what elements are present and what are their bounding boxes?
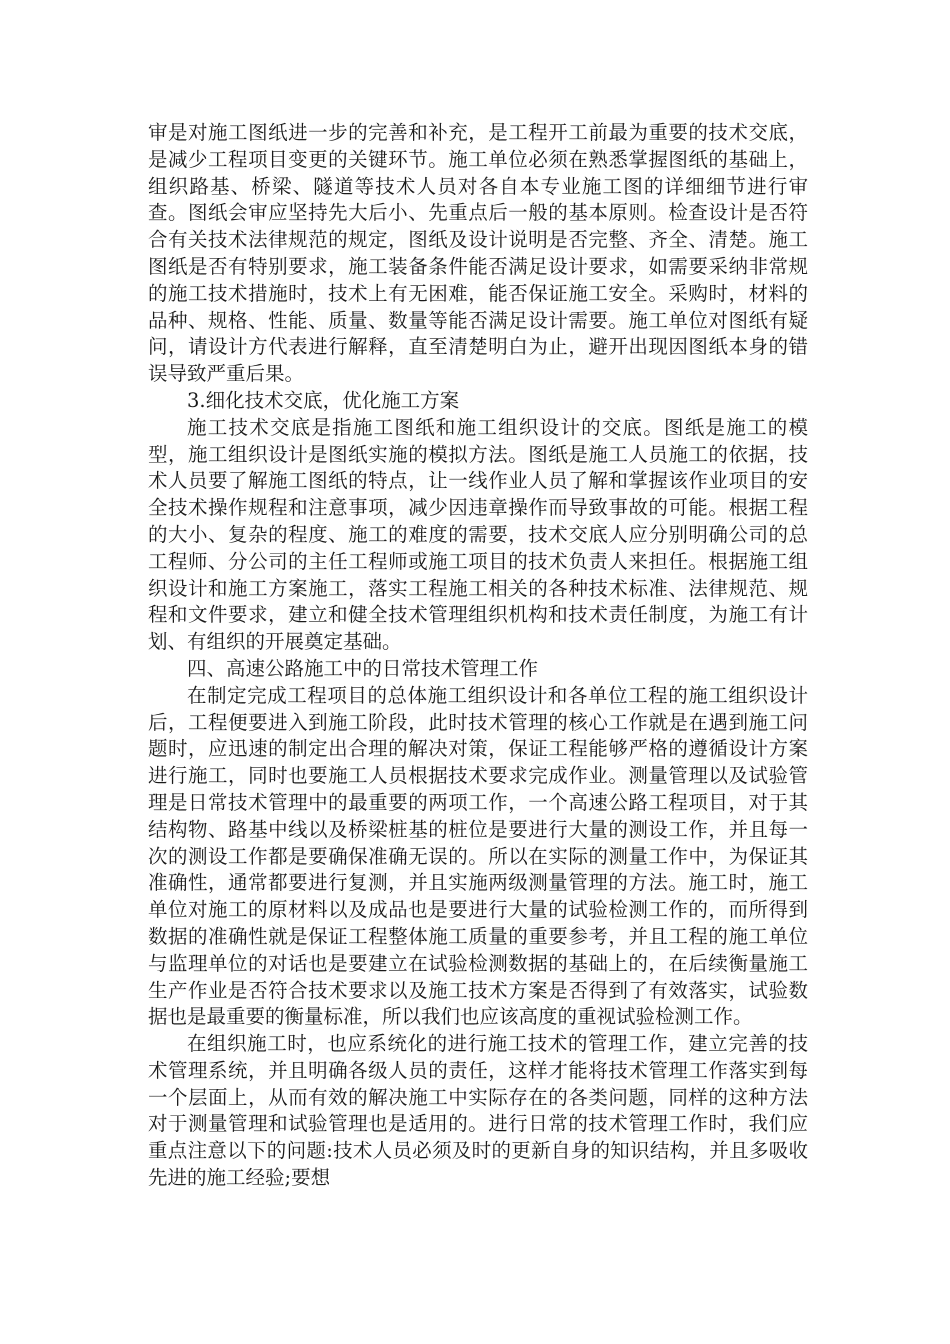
paragraph-systematic-management: 在组织施工时，也应系统化的进行施工技术的管理工作，建立完善的技术管理系统，并且明确各级人员的责任，这样才能将技术管理工作落实到每一个层面上，从而有效的解决施工中实际存在的各类问题，同样的这种方法对于测量管理和试验管理也是适用的。进行日常的技术管理工作时，我们应重点注意以下的问题:技术人员必须及时的更新自身的知识结构，并且多吸收先进的施工经验;要想 — [148, 1032, 808, 1190]
paragraph-technical-disclosure: 施工技术交底是指施工图纸和施工组织设计的交底。图纸是施工的模型，施工组织设计是图纸实施的模拟方法。图纸是施工人员施工的依据，技术人员要了解施工图纸的特点，让一线作业人员了解和掌握该作业项目的安全技术操作规程和注意事项，减少因违章操作而导致事故的可能。根据工程的大小、复杂的程度、施工的难度的需要，技术交底人应分别明确公司的总工程师、分公司的主任工程师或施工项目的技术负责人来担任。根据施工组织设计和施工方案施工，落实工程施工相关的各种技术标准、法律规范、规程和文件要求，建立和健全技术管理组织机构和技术责任制度，为施工有计划、有组织的开展奠定基础。 — [148, 415, 808, 654]
heading-technical-disclosure: 3.细化技术交底，优化施工方案 — [187, 388, 460, 412]
heading-daily-technical-management: 四、高速公路施工中的日常技术管理工作 — [187, 656, 539, 680]
document-page — [148, 120, 808, 1192]
paragraph-drawing-review-continued: 审是对施工图纸进一步的完善和补充，是工程开工前最为重要的技术交底，是减少工程项目变更的关键环节。施工单位必须在熟悉掌握图纸的基础上，组织路基、桥梁、隧道等技术人员对各自本专业施工图的详细细节进行审查。图纸会审应坚持先大后小、先重点后一般的基本原则。检查设计是否符合有关技术法律规范的规定，图纸及设计说明是否完整、齐全、清楚。施工图纸是否有特别要求，施工装备条件能否满足设计要求，如需要采纳非常规的施工技术措施时，技术上有无困难，能否保证施工安全。采购时，材料的品种、规格、性能、质量、数量等能否满足设计需要。施工单位对图纸有疑问，请设计方代表进行解释，直至清楚明白为止，避开出现因图纸本身的错误导致严重后果。 — [148, 121, 808, 386]
paragraph-measurement-testing: 在制定完成工程项目的总体施工组织设计和各单位工程的施工组织设计后，工程便要进入到施工阶段，此时技术管理的核心工作就是在遇到施工问题时，应迅速的制定出合理的解决对策，保证工程能够严格的遵循设计方案进行施工，同时也要施工人员根据技术要求完成作业。测量管理以及试验管理是日常技术管理中的最重要的两项工作，一个高速公路工程项目，对于其结构物、路基中线以及桥梁桩基的桩位是要进行大量的测设工作，并且每一次的测设工作都是要确保准确无误的。所以在实际的测量工作中，为保证其准确性，通常都要进行复测，并且实施两级测量管理的方法。施工时，施工单位对施工的原材料以及成品也是要进行大量的试验检测工作的，而所得到数据的准确性就是保证工程整体施工质量的重要参考，并且工程的施工单位与监理单位的对话也是要建立在试验检测数据的基础上的，在后续衡量施工生产作业是否符合技术要求以及施工技术方案是否得到了有效落实，试验数据也是最重要的衡量标准，所以我们也应该高度的重视试验检测工作。 — [148, 683, 808, 1029]
